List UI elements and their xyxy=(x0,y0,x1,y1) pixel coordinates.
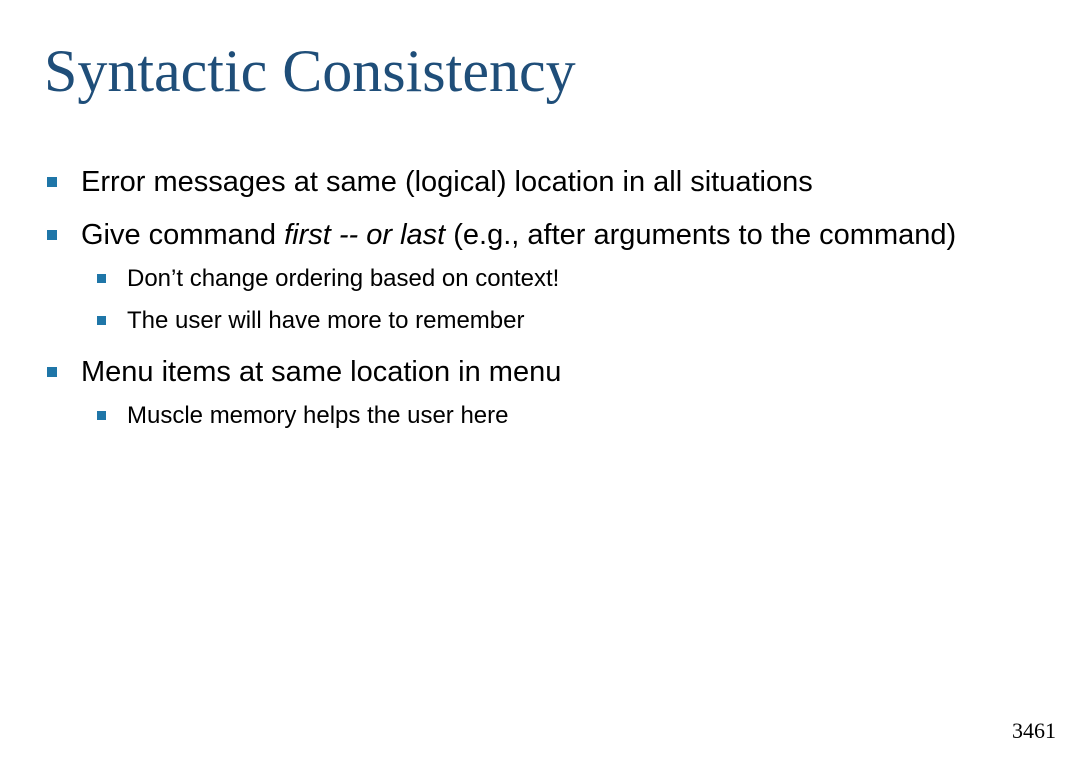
square-bullet-icon xyxy=(47,177,57,187)
bullet-list xyxy=(44,162,1044,434)
bullet-text-post: (e.g., after arguments to the command) xyxy=(445,219,957,251)
square-bullet-icon xyxy=(47,230,57,240)
sub-bullet-remember xyxy=(44,303,1044,339)
sub-bullet-muscle-memory xyxy=(44,398,1044,434)
bullet-text-emphasis: first -- or last xyxy=(284,219,446,251)
bullet-text: Don’t change ordering based on context! xyxy=(127,265,560,292)
slide-title: Syntactic Consistency xyxy=(44,38,576,104)
square-bullet-icon xyxy=(97,316,106,325)
bullet-text: Muscle memory helps the user here xyxy=(127,402,509,429)
bullet-text: Menu items at same location in menu xyxy=(81,356,562,388)
sub-bullet-ordering xyxy=(44,261,1044,297)
bullet-give-command xyxy=(44,215,1044,255)
bullet-error-messages xyxy=(44,162,1044,202)
bullet-text: The user will have more to remember xyxy=(127,307,525,334)
square-bullet-icon xyxy=(47,367,57,377)
square-bullet-icon xyxy=(97,274,106,283)
page-number: 3461 xyxy=(1012,718,1056,743)
bullet-text: Error messages at same (logical) location in all situations xyxy=(81,166,813,198)
square-bullet-icon xyxy=(97,411,106,420)
bullet-menu-items xyxy=(44,352,1044,392)
bullet-text-pre: Give command xyxy=(81,219,285,251)
